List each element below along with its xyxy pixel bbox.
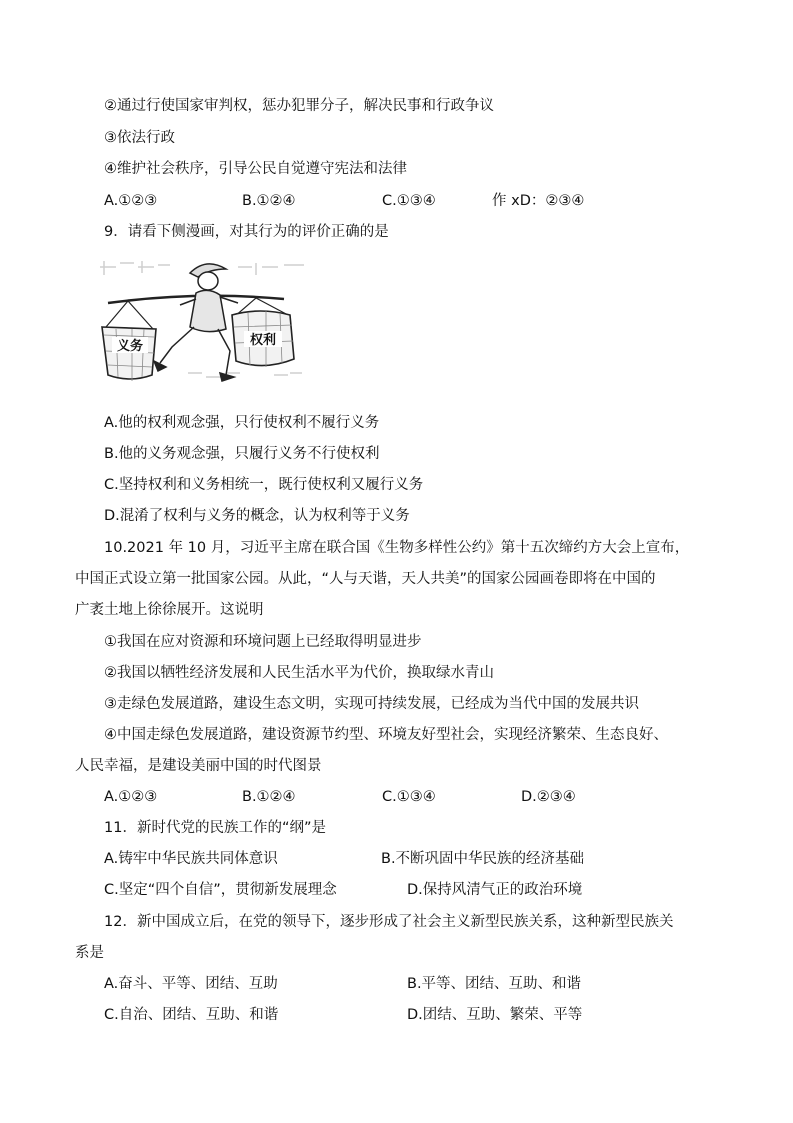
q12-option-d: D.团结、互助、繁荣、平等 <box>407 1007 583 1023</box>
q12-stem-line-1: 12．新中国成立后，在党的领导下，逐步形成了社会主义新型民族关系，这种新型民族关 <box>104 914 674 930</box>
q12-option-a: A.奋斗、平等、团结、互助 <box>104 976 278 992</box>
q10-item-4-line-2: 人民幸福，是建设美丽中国的时代图景 <box>75 758 322 774</box>
q8-option-d: 作 xD：②③④ <box>492 193 585 209</box>
q10-option-b: B.①②④ <box>242 789 296 805</box>
q10-item-1: ①我国在应对资源和环境问题上已经取得明显进步 <box>104 634 422 650</box>
q11-stem: 11．新时代党的民族工作的“纲”是 <box>104 820 326 836</box>
porter-figure <box>154 264 238 381</box>
q9-stem: 9．请看下侧漫画，对其行为的评价正确的是 <box>104 224 389 240</box>
rights-label: 权利 <box>249 333 277 348</box>
q10-stem-line-1: 10.2021 年 10 月，习近平主席在联合国《生物多样性公约》第十五次缔约方大会上宣布， <box>104 540 690 556</box>
q8-option-c: C.①③④ <box>382 193 436 209</box>
q8-option-b: B.①②④ <box>242 193 296 209</box>
q10-item-3: ③走绿色发展道路，建设生态文明，实现可持续发展，已经成为当代中国的发展共识 <box>104 696 639 712</box>
q12-option-c: C.自治、团结、互助、和谐 <box>104 1007 279 1023</box>
q10-option-d: D.②③④ <box>521 789 576 805</box>
q10-item-2: ②我国以牺牲经济发展和人民生活水平为代价，换取绿水青山 <box>104 665 494 681</box>
q8-item-2: ②通过行使国家审判权，惩办犯罪分子，解决民事和行政争议 <box>104 98 494 114</box>
q10-option-a: A.①②③ <box>104 789 158 805</box>
q8-item-3: ③依法行政 <box>104 130 175 146</box>
q10-stem-line-3: 广袤土地上徐徐展开。这说明 <box>75 602 264 618</box>
q9-option-a: A.他的权利观念强，只行使权利不履行义务 <box>104 415 380 431</box>
q11-option-b: B.不断巩固中华民族的经济基础 <box>381 851 585 867</box>
q9-option-d: D.混淆了权利与义务的概念，认为权利等于义务 <box>104 508 410 524</box>
q11-option-d: D.保持风清气正的政治环境 <box>407 882 583 898</box>
q10-item-4-line-1: ④中国走绿色发展道路，建设资源节约型、环境友好型社会，实现经济繁荣、生态良好、 <box>104 727 668 743</box>
q12-option-b: B.平等、团结、互助、和谐 <box>407 976 582 992</box>
q10-stem-line-2: 中国正式设立第一批国家公园。从此，“人与天谐，天人共美”的国家公园画卷即将在中国的 <box>75 571 656 587</box>
rights-duties-cartoon <box>98 255 308 395</box>
q9-option-b: B.他的义务观念强，只履行义务不行使权利 <box>104 446 380 462</box>
q8-item-4: ④维护社会秩序，引导公民自觉遵守宪法和法律 <box>104 161 407 177</box>
q11-option-a: A.铸牢中华民族共同体意识 <box>104 851 278 867</box>
q11-option-c: C.坚定“四个自信”，贯彻新发展理念 <box>104 882 337 898</box>
q10-option-c: C.①③④ <box>382 789 436 805</box>
q8-option-a: A.①②③ <box>104 193 158 209</box>
duty-label: 义务 <box>116 339 144 354</box>
q12-stem-line-2: 系是 <box>75 945 104 961</box>
q9-option-c: C.坚持权利和义务相统一，既行使权利又履行义务 <box>104 477 424 493</box>
